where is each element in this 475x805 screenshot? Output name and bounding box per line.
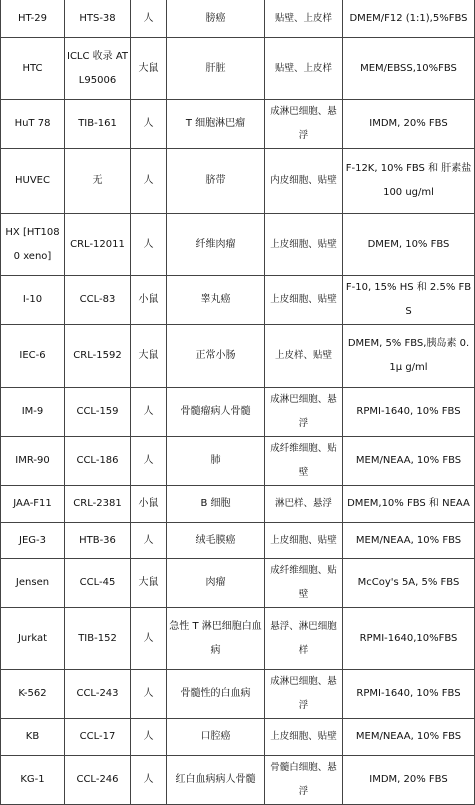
morphology-cell: 成淋巴细胞、悬浮 [265,670,343,719]
table-row [1,100,475,149]
tissue-source-cell: 睾丸癌 [167,276,265,325]
table-row [1,0,475,38]
tissue-source-cell: 骨髓瘤病人骨髓 [167,388,265,437]
atcc-number-cell: CCL-159 [65,388,131,437]
species-cell: 人 [131,0,167,38]
species-cell: 人 [131,437,167,486]
culture-medium-cell: DMEM, 10% FBS [343,214,475,276]
table-row [1,608,475,670]
atcc-number-cell: CRL-12011 [65,214,131,276]
cell-line-name-cell: HX [HT1080 xeno] [1,214,65,276]
atcc-number-cell: CCL-45 [65,559,131,608]
cell-line-name-cell: IEC-6 [1,325,65,388]
species-cell: 人 [131,523,167,559]
morphology-cell: 悬浮、淋巴细胞样 [265,608,343,670]
cell-line-name-cell: KB [1,719,65,756]
cell-line-name-cell: HTC [1,38,65,100]
tissue-source-cell: 正常小肠 [167,325,265,388]
culture-medium-cell: RPMI-1640, 10% FBS [343,670,475,719]
cell-line-name-cell: K-562 [1,670,65,719]
tissue-source-cell: T 细胞淋巴瘤 [167,100,265,149]
morphology-cell: 贴壁、上皮样 [265,0,343,38]
morphology-cell: 成纤维细胞、贴壁 [265,559,343,608]
morphology-cell: 上皮样、贴壁 [265,325,343,388]
morphology-cell: 上皮细胞、贴壁 [265,276,343,325]
tissue-source-cell: 纤维肉瘤 [167,214,265,276]
tissue-source-cell: 膀癌 [167,0,265,38]
species-cell: 人 [131,608,167,670]
table-row [1,149,475,214]
species-cell: 人 [131,214,167,276]
culture-medium-cell: MEM/NEAA, 10% FBS [343,719,475,756]
atcc-number-cell: HTB-36 [65,523,131,559]
morphology-cell: 贴壁、上皮样 [265,38,343,100]
cell-line-name-cell: HUVEC [1,149,65,214]
cell-line-name-cell: I-10 [1,276,65,325]
table-row [1,670,475,719]
species-cell: 人 [131,670,167,719]
tissue-source-cell: 骨髓性的白血病 [167,670,265,719]
table-body [1,0,475,805]
species-cell: 人 [131,149,167,214]
species-cell: 大鼠 [131,559,167,608]
morphology-cell: 上皮细胞、贴壁 [265,523,343,559]
atcc-number-cell: CCL-243 [65,670,131,719]
table-row [1,214,475,276]
cell-line-name-cell: IM-9 [1,388,65,437]
morphology-cell: 上皮细胞、贴壁 [265,214,343,276]
culture-medium-cell: F-10, 15% HS 和 2.5% FBS [343,276,475,325]
morphology-cell: 上皮细胞、贴壁 [265,719,343,756]
culture-medium-cell: McCoy's 5A, 5% FBS [343,559,475,608]
morphology-cell: 成纤维细胞、贴壁 [265,437,343,486]
culture-medium-cell: DMEM,10% FBS 和 NEAA [343,486,475,523]
culture-medium-cell: DMEM, 5% FBS,胰岛素 0.1μ g/ml [343,325,475,388]
species-cell: 大鼠 [131,325,167,388]
culture-medium-cell: IMDM, 20% FBS [343,756,475,805]
culture-medium-cell: RPMI-1640, 10% FBS [343,388,475,437]
culture-medium-cell: MEM/EBSS,10%FBS [343,38,475,100]
culture-medium-cell: MEM/NEAA, 10% FBS [343,523,475,559]
table-row [1,486,475,523]
species-cell: 人 [131,756,167,805]
tissue-source-cell: 急性 T 淋巴细胞白血病 [167,608,265,670]
table-row [1,523,475,559]
atcc-number-cell: CRL-1592 [65,325,131,388]
tissue-source-cell: 绒毛膜癌 [167,523,265,559]
species-cell: 小鼠 [131,276,167,325]
species-cell: 人 [131,388,167,437]
species-cell: 人 [131,100,167,149]
atcc-number-cell: CCL-17 [65,719,131,756]
table-row [1,756,475,805]
cell-line-name-cell: HuT 78 [1,100,65,149]
species-cell: 大鼠 [131,38,167,100]
culture-medium-cell: F-12K, 10% FBS 和 肝素盐 100 ug/ml [343,149,475,214]
morphology-cell: 内皮细胞、贴壁 [265,149,343,214]
tissue-source-cell: 肺 [167,437,265,486]
atcc-number-cell: TIB-152 [65,608,131,670]
tissue-source-cell: 肝脏 [167,38,265,100]
table-row [1,388,475,437]
species-cell: 小鼠 [131,486,167,523]
atcc-number-cell: CCL-83 [65,276,131,325]
table-row [1,437,475,486]
morphology-cell: 成淋巴细胞、悬浮 [265,100,343,149]
cell-line-name-cell: JAA-F11 [1,486,65,523]
table-row [1,719,475,756]
cell-line-name-cell: Jurkat [1,608,65,670]
culture-medium-cell: IMDM, 20% FBS [343,100,475,149]
atcc-number-cell: HTS-38 [65,0,131,38]
atcc-number-cell: TIB-161 [65,100,131,149]
table-row [1,38,475,100]
atcc-number-cell: 无 [65,149,131,214]
species-cell: 人 [131,719,167,756]
atcc-number-cell: ICLC 收录 ATL95006 [65,38,131,100]
morphology-cell: 淋巴样、悬浮 [265,486,343,523]
table-row [1,276,475,325]
table-row [1,559,475,608]
tissue-source-cell: 脐带 [167,149,265,214]
atcc-number-cell: CCL-186 [65,437,131,486]
cell-line-name-cell: KG-1 [1,756,65,805]
atcc-number-cell: CRL-2381 [65,486,131,523]
culture-medium-cell: DMEM/F12 (1:1),5%FBS [343,0,475,38]
tissue-source-cell: 红白血病病人骨髓 [167,756,265,805]
atcc-number-cell: CCL-246 [65,756,131,805]
tissue-source-cell: 口腔癌 [167,719,265,756]
tissue-source-cell: 肉瘤 [167,559,265,608]
tissue-source-cell: B 细胞 [167,486,265,523]
cell-line-name-cell: Jensen [1,559,65,608]
culture-medium-cell: RPMI-1640,10%FBS [343,608,475,670]
cell-line-name-cell: IMR-90 [1,437,65,486]
cell-line-name-cell: HT-29 [1,0,65,38]
culture-medium-cell: MEM/NEAA, 10% FBS [343,437,475,486]
morphology-cell: 骨髓白细胞、悬浮 [265,756,343,805]
cell-line-name-cell: JEG-3 [1,523,65,559]
table-row [1,325,475,388]
morphology-cell: 成淋巴细胞、悬浮 [265,388,343,437]
